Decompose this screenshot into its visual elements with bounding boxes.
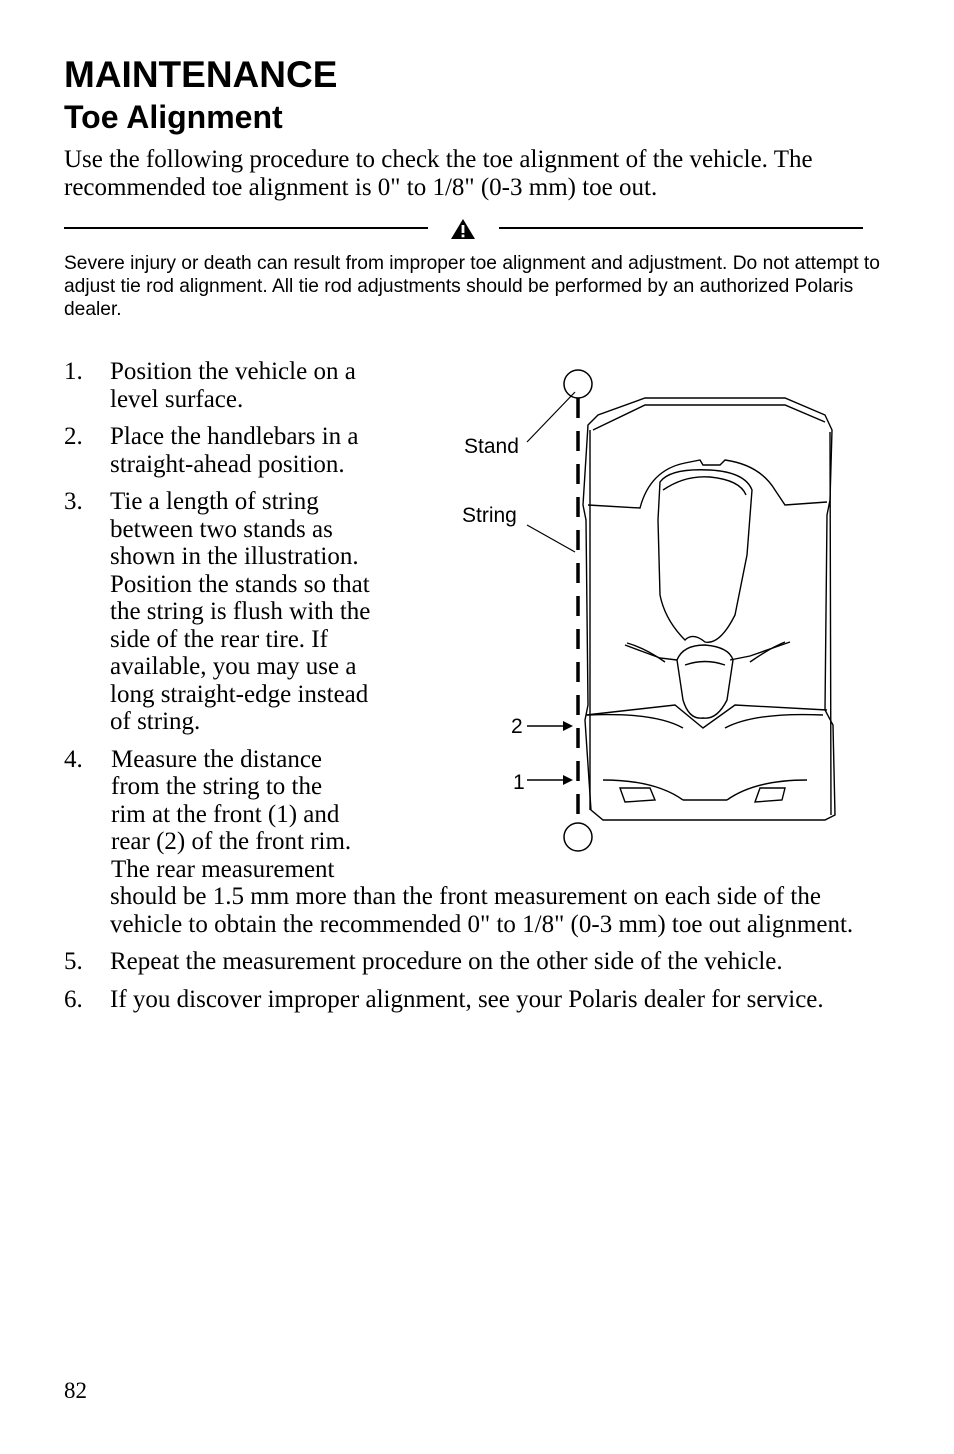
step-6 bbox=[64, 986, 894, 1014]
intro-paragraph: Use the following procedure to check the toe alignment of the vehicle. The recommended toe alignment is 0" to 1/8" (0-3 mm) toe out. bbox=[64, 146, 813, 201]
step-1 bbox=[64, 358, 388, 413]
step-text: Place the handlebars in a straight-ahead position. bbox=[110, 423, 359, 478]
warning-text: Severe injury or death can result from improper toe alignment and adjustment. Do not attempt to adjust tie rod alignment. All tie rod adjustments should be performed by an authorized Polaris dealer. bbox=[64, 253, 880, 320]
step-text: If you discover improper alignment, see your Polaris dealer for service. bbox=[110, 985, 824, 1013]
step-3 bbox=[64, 488, 388, 736]
step-number: 4. bbox=[64, 745, 83, 773]
warning-rule-left bbox=[64, 227, 428, 229]
label-stand: Stand bbox=[464, 435, 519, 458]
section-title: MAINTENANCE bbox=[64, 54, 338, 95]
step-number: 2. bbox=[64, 423, 83, 450]
step-number: 6. bbox=[64, 985, 83, 1013]
toe-alignment-illustration bbox=[455, 360, 855, 860]
page-title: Toe Alignment bbox=[64, 99, 283, 135]
vehicle-outline bbox=[583, 398, 835, 820]
step-text: Tie a length of string between two stands as shown in the illustration. Position the stands so that the string is flush with the side of the rear tire. If available, you may use a long straight-edge instead of string. bbox=[110, 488, 371, 735]
label-2: 2 bbox=[511, 715, 523, 738]
warning-triangle-icon bbox=[450, 218, 476, 240]
page-number: 82 bbox=[64, 1378, 87, 1403]
stand-bottom-icon bbox=[564, 823, 592, 851]
step-5 bbox=[64, 948, 894, 976]
step-number: 1. bbox=[64, 358, 83, 385]
step-text: Repeat the measurement procedure on the other side of the vehicle. bbox=[110, 948, 783, 975]
stand-leader-line bbox=[527, 392, 575, 442]
step-text: Position the vehicle on a level surface. bbox=[110, 358, 356, 413]
label-1: 1 bbox=[513, 771, 525, 794]
step-2 bbox=[64, 423, 388, 478]
step-number: 5. bbox=[64, 948, 83, 975]
stand-top-icon bbox=[564, 370, 592, 398]
string-leader-line bbox=[527, 525, 575, 552]
arrow-1-head bbox=[563, 775, 573, 785]
arrow-2-head bbox=[563, 721, 573, 731]
step-number: 3. bbox=[64, 488, 83, 515]
warning-rule-right bbox=[499, 227, 863, 229]
label-string: String bbox=[462, 504, 517, 527]
step-text: Measure the distance from the string to the rim at the front (1) and rear (2) of the front rim. The rear measurement should be 1.5 mm more than the front measurement on each side of the vehicle to obtain the recommended 0" to 1/8" (0-3 mm) toe out alignment. bbox=[110, 745, 854, 938]
